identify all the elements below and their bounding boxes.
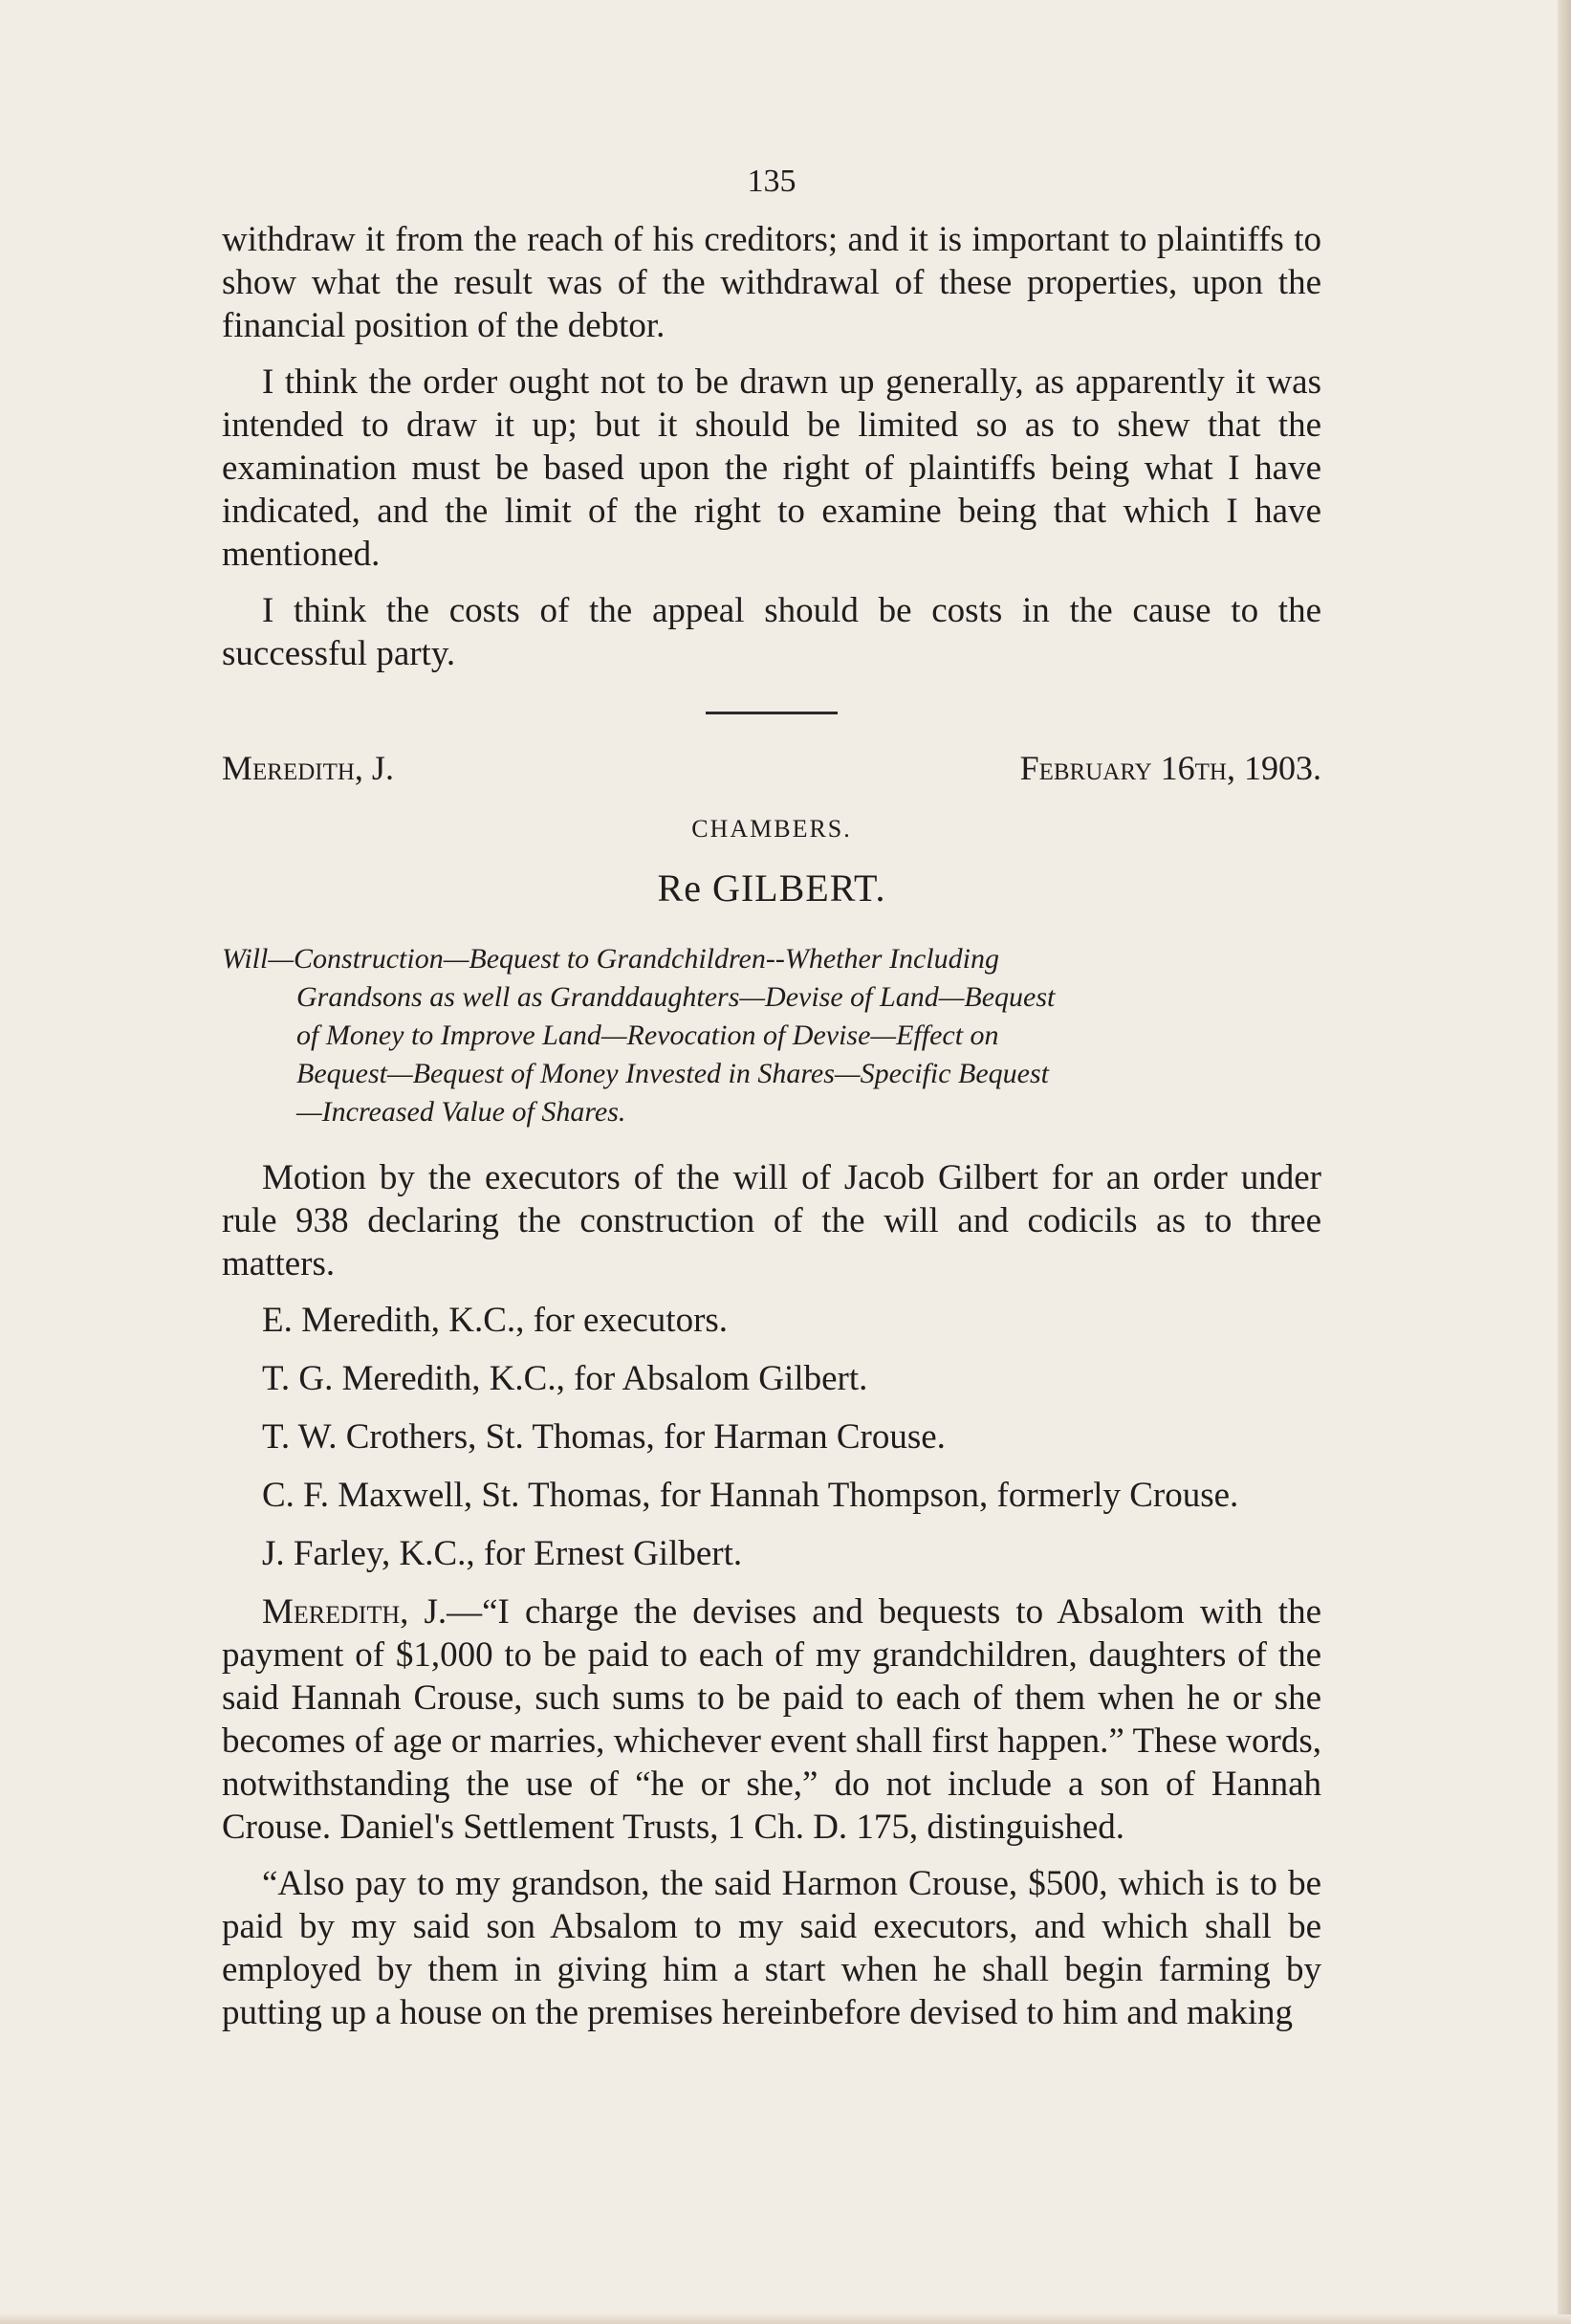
page-bottom-shadow [0,2314,1571,2324]
counsel-line: T. G. Meredith, K.C., for Absalom Gilbert. [262,1359,868,1398]
judge-name: Meredith, J. [222,749,394,787]
judgment-paragraph [222,1590,1321,1849]
motion-paragraph: Motion by the executors of the will of Jacob Gilbert for an order under rule 938 declaring the construction of the will and codicils as to three matters. [222,1158,1321,1283]
headnote-line: Grandsons as well as Granddaughters—Devise of Land—Bequest [296,981,1056,1013]
paragraph-costs: I think the costs of the appeal should be costs in the cause to the successful party. [222,591,1321,673]
court-heading: CHAMBERS. [691,815,852,843]
counsel-line: E. Meredith, K.C., for executors. [262,1301,729,1340]
headnote [222,940,1321,1131]
counsel-line: T. W. Crothers, St. Thomas, for Harman Crouse. [262,1417,946,1457]
headnote-line: Bequest—Bequest of Money Invested in Shares—Specific Bequest [296,1058,1049,1089]
case-title: Re GILBERT. [657,866,886,910]
page-edge-shadow [1558,0,1571,2324]
counsel-line: J. Farley, K.C., for Ernest Gilbert. [262,1534,743,1573]
headnote-line: —Increased Value of Shares. [296,1096,626,1128]
paragraph-continuation: withdraw it from the reach of his creditors; and it is important to plaintiffs to show what the result was of the withdrawal of these properties, upon the financial position of the debtor. [222,220,1321,345]
judgment-second-paragraph: “Also pay to my grandson, the said Harmon Crouse, $500, which is to be paid by my said son Absalom to my said executors, and which shall be employed by them in giving him a start when he shall begin farming by putting up a house on the premises hereinbefore devised to him and making [222,1864,1321,2032]
headnote-line: Will—Construction—Bequest to Grandchildren--Whether Including [222,943,999,975]
decision-date: February 16th, 1903. [1019,749,1321,787]
page-number: 135 [747,164,796,199]
judgment-text: —“I charge the devises and bequests to Absalom with the payment of $1,000 to be paid to each of my grandchildren, daughters of the said Hannah Crouse, such sums to be paid to each of them when he or she becomes of age or marries, whichever event shall first happen.” These words, notwithstanding the use of “he or she,” do not include a son of Hannah Crouse. Daniel's Settlement Trusts, 1 Ch. D. 175, distinguished. [222,1592,1321,1847]
judgment-judge-name: Meredith, J. [262,1592,447,1632]
page-content [222,163,1321,2048]
counsel-line: C. F. Maxwell, St. Thomas, for Hannah Thompson, formerly Crouse. [262,1476,1239,1515]
case-header-line [222,747,1321,789]
paragraph-order: I think the order ought not to be drawn up generally, as apparently it was intended to draw it up; but it should be limited so as to shew that the examination must be based upon the right of plaintiffs being what I have indicated, and the limit of the right to examine being that which I have mentioned. [222,362,1321,574]
section-divider [706,712,838,714]
headnote-line: of Money to Improve Land—Revocation of Devise—Effect on [296,1019,999,1051]
